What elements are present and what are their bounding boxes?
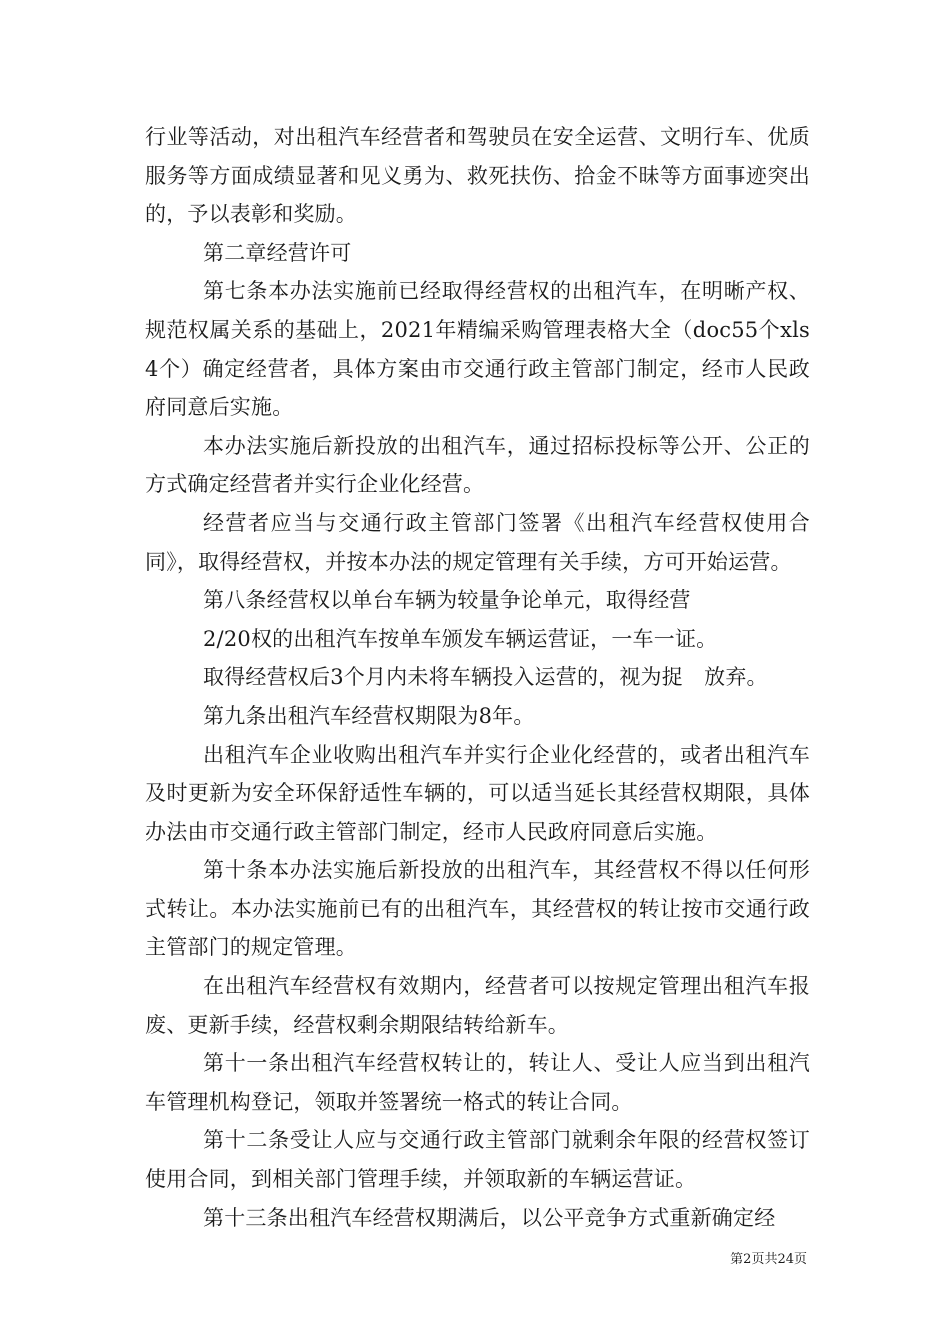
paragraph-article-9: 第九条出租汽车经营权期限为8年。 [203, 703, 535, 728]
paragraph-abandon: 取得经营权后3个月内未将车辆投入运营的，视为捉 放弃。 [203, 665, 768, 690]
paragraph-extension: 出租汽车企业收购出租汽车并实行企业化经营的，或者出租汽车及时更新为安全环保舒适性车辆的，可以适当延长其经营权期限，具体办法由市交通行政主管部门制定，经市人民政府同意后实施。 [145, 742, 810, 844]
paragraph-scrap-renew: 在出租汽车经营权有效期内，经营者可以按规定管理出租汽车报废、更新手续，经营权剩余期限结转给新车。 [145, 974, 810, 1037]
paragraph-article-11: 第十一条出租汽车经营权转让的，转让人、受让人应当到出租汽车管理机构登记，领取并签署统一格式的转让合同。 [145, 1051, 810, 1114]
chapter-heading: 第二章经营许可 [203, 240, 352, 265]
paragraph-1: 行业等活动，对出租汽车经营者和驾驶员在安全运营、文明行车、优质服务等方面成绩显著和见义勇为、救死扶伤、拾金不昧等方面事迹突出的，予以表彰和奖励。 [145, 125, 810, 227]
paragraph-new-taxis: 本办法实施后新投放的出租汽车，通过招标投标等公开、公正的方式确定经营者并实行企业化经营。 [145, 433, 810, 497]
paragraph-article-12: 第十二条受让人应与交通行政主管部门就剩余年限的经营权签订使用合同，到相关部门管理手续，并领取新的车辆运营证。 [145, 1128, 810, 1192]
page-number-footer: 第2页共24页 [730, 1252, 807, 1267]
paragraph-article-7: 第七条本办法实施前已经取得经营权的出租汽车，在明晰产权、规范权属关系的基础上，2021年精编采购管理表格大全（doc55个xls4个）确定经营者，具体方案由市交通行政主管部门制定，经市人民政府同意后实施。 [145, 279, 810, 420]
paragraph-article-8: 第八条经营权以单台车辆为较量争论单元，取得经营 [203, 588, 691, 613]
document-body [145, 118, 810, 1237]
paragraph-operation-permit: 2/20权的出租汽车按单车颁发车辆运营证，一车一证。 [203, 626, 718, 651]
paragraph-article-13: 第十三条出租汽车经营权期满后，以公平竞争方式重新确定经 [203, 1205, 776, 1230]
paragraph-article-10: 第十条本办法实施后新投放的出租汽车，其经营权不得以任何形式转让。本办法实施前已有的出租汽车，其经营权的转让按市交通行政主管部门的规定管理。 [145, 858, 810, 960]
paragraph-contract: 经营者应当与交通行政主管部门签署《出租汽车经营权使用合同》，取得经营权，并按本办法的规定管理有关手续，方可开始运营。 [145, 510, 810, 574]
